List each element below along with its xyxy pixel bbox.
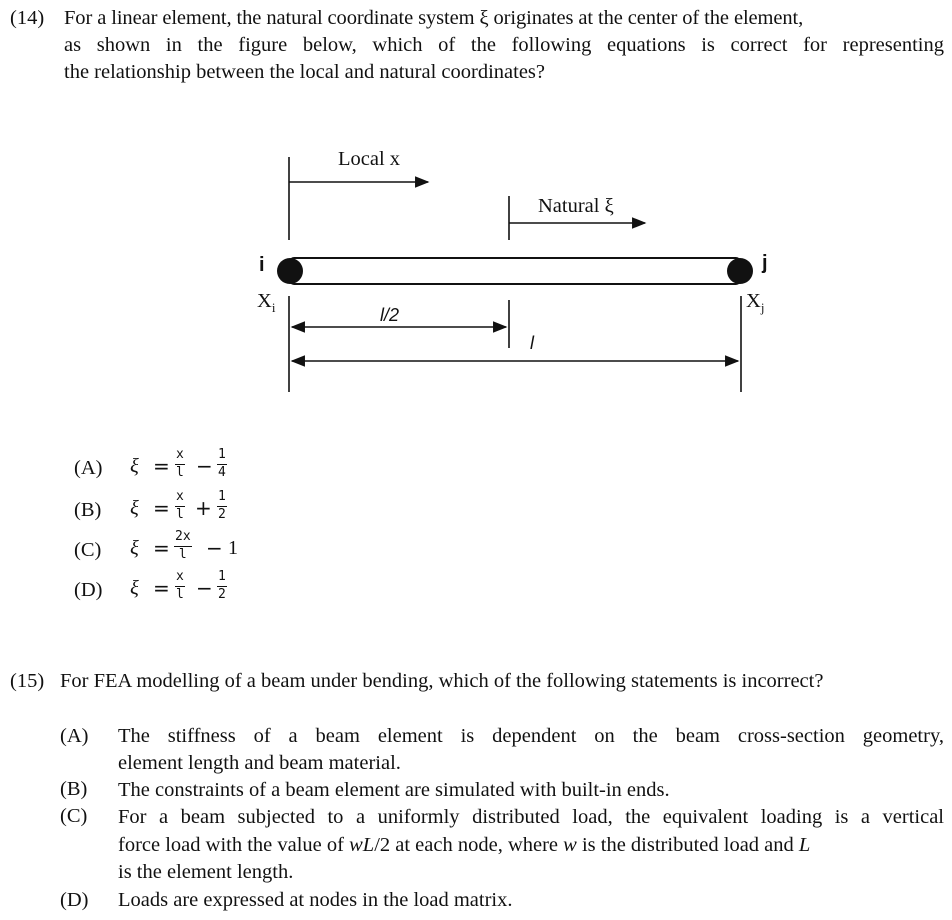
q15-stem: For FEA modelling of a beam under bending, which of the following statements is incorrect?: [60, 670, 824, 692]
q15-option-c-line3: is the element length.: [118, 861, 294, 883]
q15-option-a-line1: The stiffness of a beam element is dependent on the beam cross-section geometry,: [118, 725, 944, 747]
q14-option-c-fraction1: 2x l: [175, 529, 191, 562]
q14-option-a-xi: ξ: [130, 455, 139, 477]
q15-option-b-line1: The constraints of a beam element are simulated with built-in ends.: [118, 779, 670, 801]
node-j-label: j: [762, 252, 768, 274]
beam-element: [290, 258, 740, 284]
q14-stem-line1: For a linear element, the natural coordinate system ξ originates at the center of the element,: [64, 7, 804, 29]
q14-option-b-equals: =: [153, 496, 170, 520]
q14-option-a-equals: =: [153, 454, 170, 478]
q14-option-b-label: (B): [74, 499, 102, 521]
q14-option-b-fraction1: x l: [176, 489, 184, 522]
node-i: [277, 258, 303, 284]
node-i-label: i: [259, 254, 265, 276]
half-length-label: l/2: [380, 305, 400, 325]
q14-option-c-xi: ξ: [130, 537, 139, 559]
q15-option-b-label: (B): [60, 778, 88, 800]
length-label: l: [530, 333, 534, 353]
q14-option-a-fraction1: x l: [176, 447, 184, 480]
q14-option-b-fraction2: 1 2: [218, 489, 226, 522]
q14-stem-line2: as shown in the figure below, which of the following equations is correct for representing: [64, 34, 944, 56]
node-j: [727, 258, 753, 284]
q14-option-d-label: (D): [74, 579, 103, 601]
q14-option-d-operator: −: [196, 576, 213, 600]
q14-option-c-label: (C): [74, 539, 102, 561]
q15-option-c-line1: For a beam subjected to a uniformly distributed load, the equivalent loading is a vertical: [118, 806, 944, 828]
q14-number: (14): [10, 7, 45, 29]
q14-option-b-xi: ξ: [130, 497, 139, 519]
xj-coordinate-label: $X_j$: [746, 290, 765, 316]
q14-option-d-equals: =: [153, 576, 170, 600]
q14-option-c-constant: 1: [228, 537, 238, 559]
natural-xi-label: Natural ξ: [538, 195, 614, 217]
q15-option-a-line2: element length and beam material.: [118, 752, 401, 774]
q14-option-a-operator: −: [196, 454, 213, 478]
q15-option-c-label: (C): [60, 805, 88, 827]
q14-option-d-fraction2: 1 2: [218, 569, 226, 602]
q14-option-a-fraction2: 1 4: [218, 447, 226, 480]
q15-option-d-label: (D): [60, 889, 89, 911]
q14-option-b-operator: +: [195, 496, 212, 520]
q14-option-c-equals: =: [153, 536, 170, 560]
q14-stem-line3: the relationship between the local and natural coordinates?: [64, 61, 545, 83]
q15-option-a-label: (A): [60, 725, 89, 747]
q14-option-a-label: (A): [74, 457, 103, 479]
q15-number: (15): [10, 670, 45, 692]
local-x-label: Local x: [338, 148, 401, 170]
q14-option-d-fraction1: x l: [176, 569, 184, 602]
q14-option-c-operator: −: [206, 536, 223, 560]
q15-option-c-line2: force load with the value of wL/2 at each node, where w is the distributed load and L: [118, 834, 811, 856]
q14-option-d-xi: ξ: [130, 577, 139, 599]
xi-coordinate-label: $X_i$: [257, 290, 276, 316]
q15-option-d-line1: Loads are expressed at nodes in the load matrix.: [118, 889, 513, 911]
